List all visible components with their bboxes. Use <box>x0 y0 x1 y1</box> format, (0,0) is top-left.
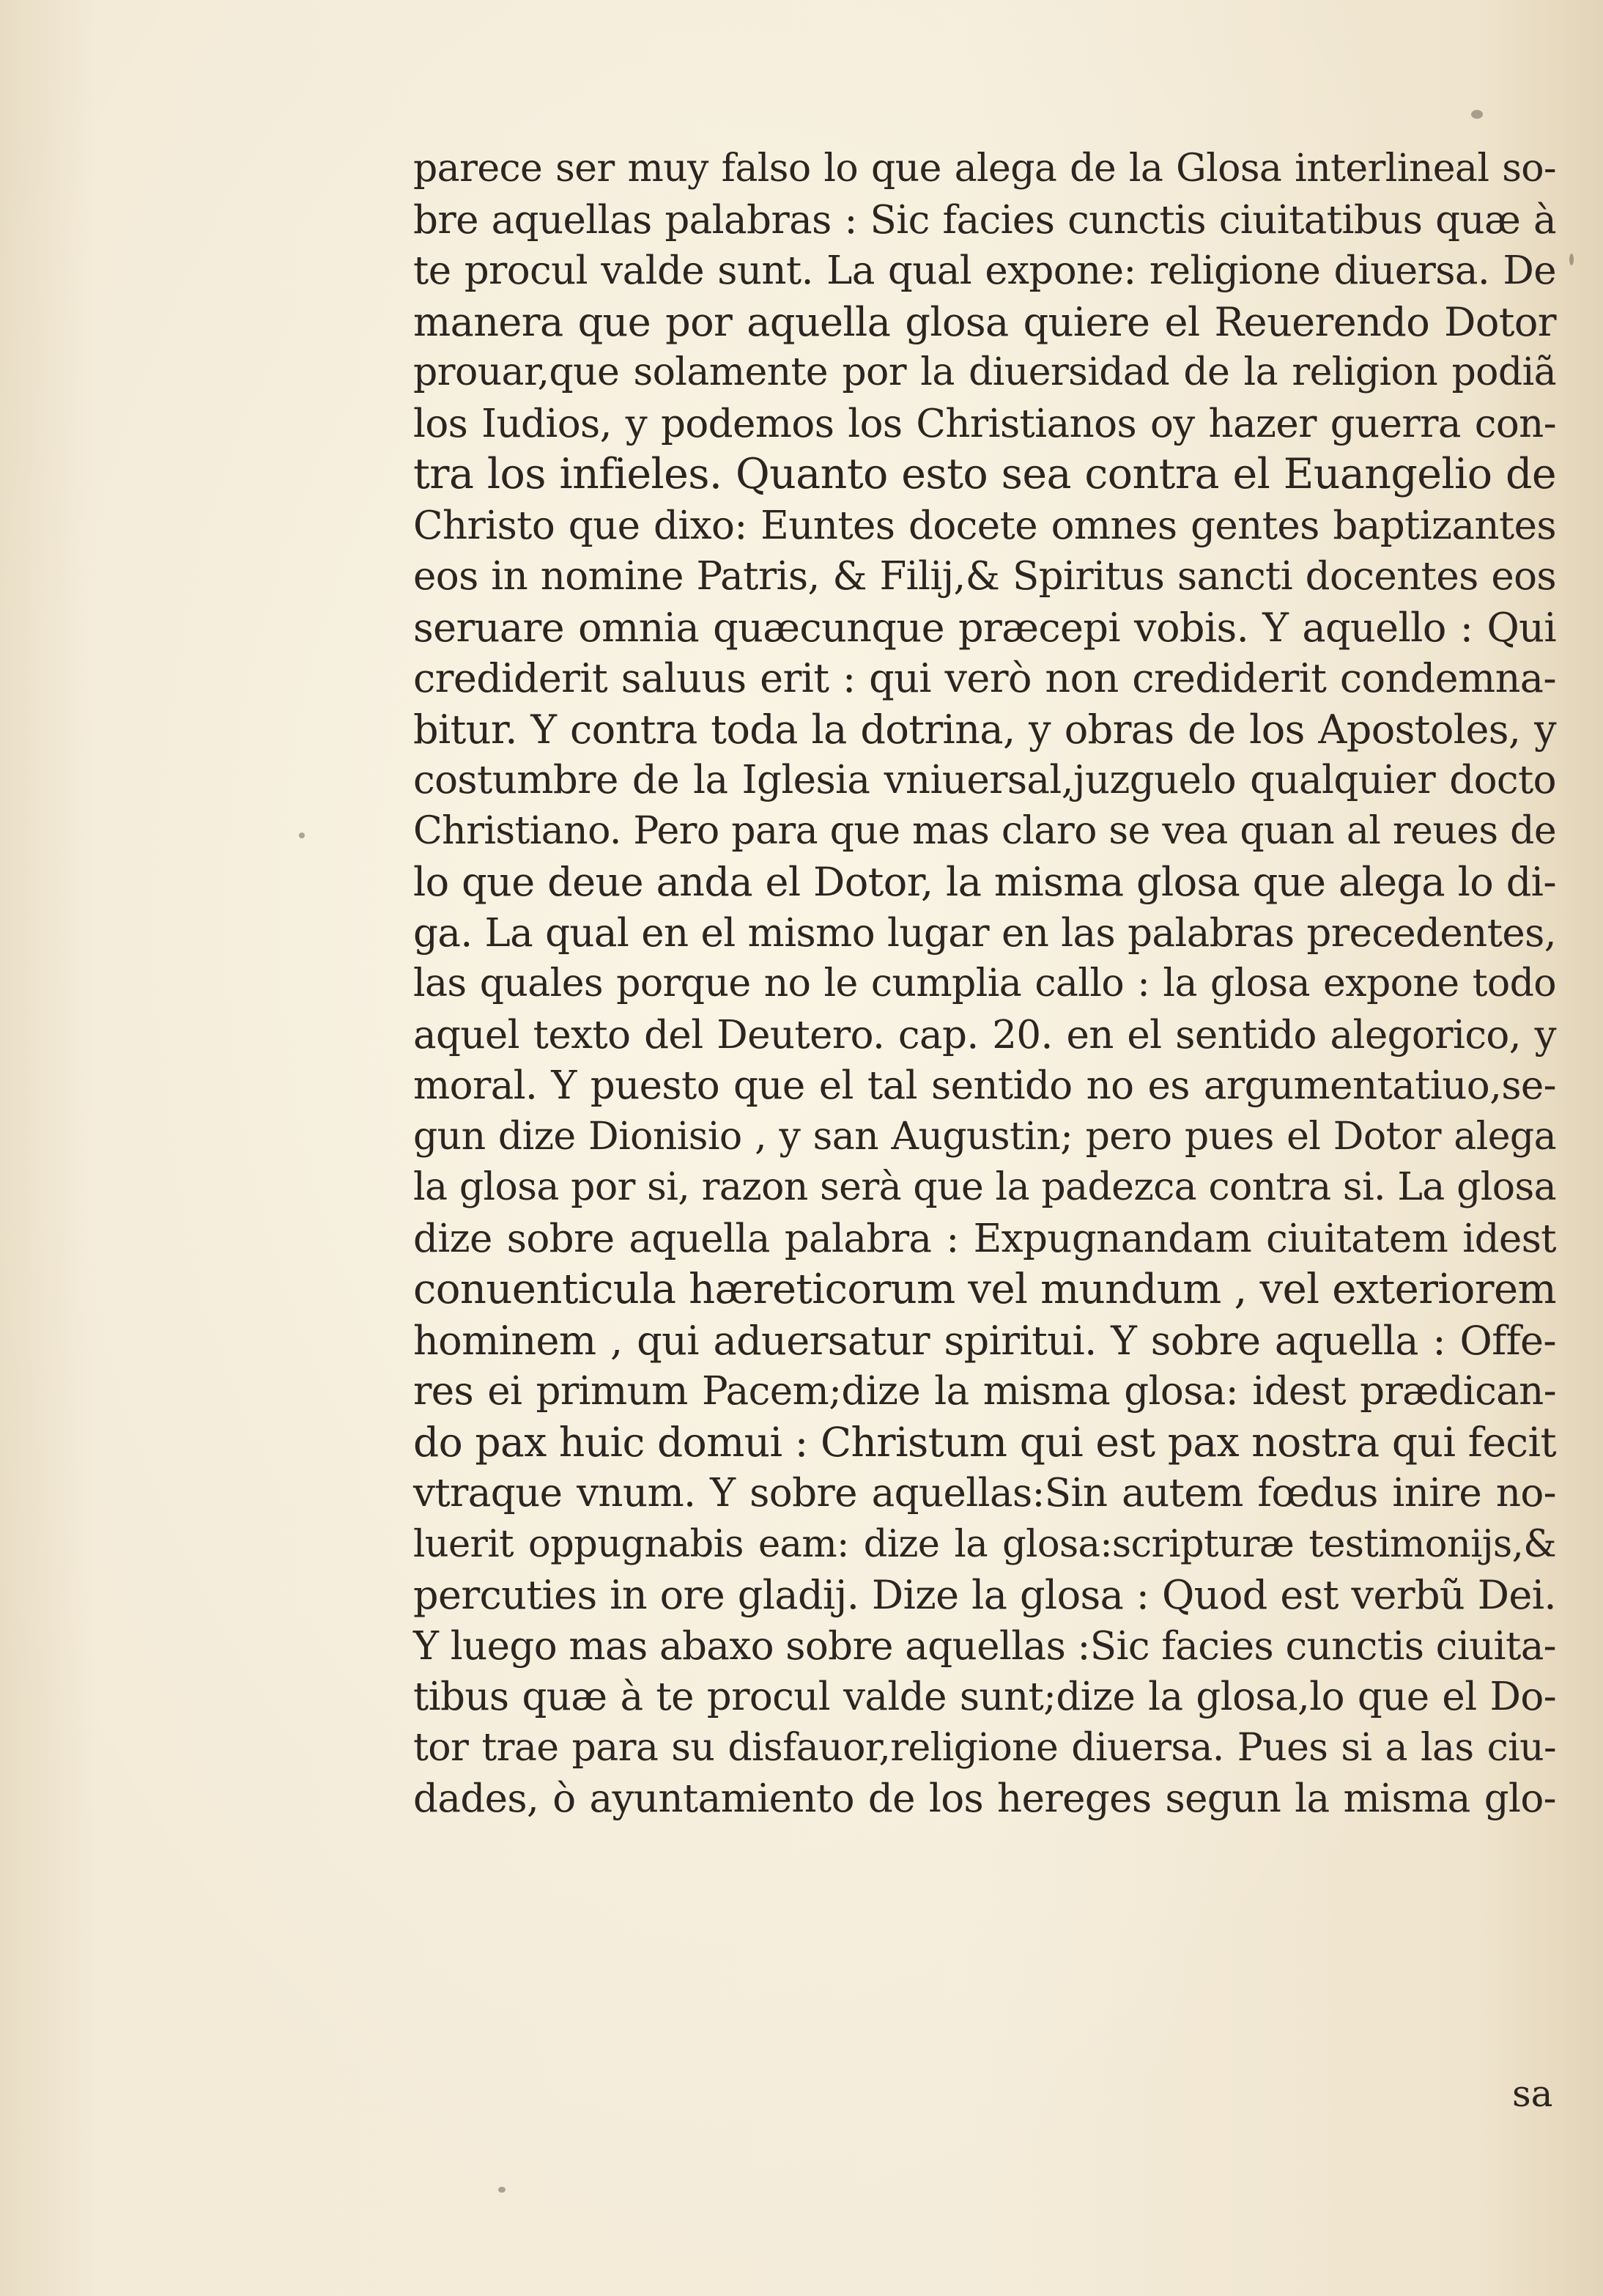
text-line: ga. La qual en el mismo lugar en las palabras precedentes, <box>413 910 1556 956</box>
text-line: Christiano. Pero para que mas claro se vea quan al reues de <box>413 808 1556 853</box>
text-line: eos in nomine Patris, & Filij,& Spiritus sancti docentes eos <box>413 554 1556 599</box>
catchword: sa <box>1512 2072 1553 2115</box>
text-line: la glosa por si, razon serà que la padezca contra si. La glosa <box>413 1165 1556 1209</box>
text-line: bitur. Y contra toda la dotrina, y obras de los Apostoles, y <box>413 706 1556 753</box>
text-line: costumbre de la Iglesia vniuersal,juzguelo qualquier docto <box>413 758 1556 802</box>
ink-speck <box>498 2187 506 2193</box>
text-line: conuenticula hæreticorum vel mundum , vel exteriorem <box>413 1266 1556 1313</box>
text-line: parece ser muy falso lo que alega de la Glosa interlineal so- <box>413 147 1556 191</box>
text-line: moral. Y puesto que el tal sentido no es argumentatiuo,se- <box>413 1063 1556 1108</box>
text-line: hominem , qui aduersatur spiritui. Y sobre aquella : Offe- <box>413 1317 1556 1364</box>
text-line: manera que por aquella glosa quiere el Reuerendo Dotor <box>413 298 1556 345</box>
body-text <box>413 144 1556 1825</box>
text-line: vtraque vnum. Y sobre aquellas:Sin autem fœdus inire no- <box>413 1471 1556 1516</box>
text-line: res ei primum Pacem;dize la misma glosa: idest prædican- <box>413 1369 1556 1414</box>
text-line: tra los infieles. Quanto esto sea contra el Euangelio de <box>413 450 1556 498</box>
text-line: prouar,que solamente por la diuersidad de la religion podiã <box>413 350 1556 394</box>
text-line: Christo que dixo: Euntes docete omnes gentes baptizantes <box>413 503 1556 548</box>
ink-speck <box>299 833 305 838</box>
text-line: crediderit saluus erit : qui verò non crediderit condemna- <box>413 655 1556 701</box>
text-line: seruare omnia quæcunque præcepi vobis. Y aquello : Qui <box>413 604 1556 651</box>
text-line: percuties in ore gladij. Dize la glosa : Quod est verbũ Dei. <box>413 1572 1556 1618</box>
text-line: lo que deue anda el Dotor, la misma glosa que alega lo di- <box>413 859 1556 905</box>
text-line: te procul valde sunt. La qual expone: religione diuersa. De <box>413 248 1556 293</box>
text-line: do pax huic domui : Christum qui est pax nostra qui fecit <box>413 1418 1556 1466</box>
text-line: luerit oppugnabis eam: dize la glosa:scripturæ testimonijs,& <box>413 1522 1556 1566</box>
ink-speck <box>1471 110 1483 119</box>
text-line: Y luego mas abaxo sobre aquellas :Sic facies cunctis ciuita- <box>413 1623 1556 1669</box>
text-line: las quales porque no le cumplia callo : la glosa expone todo <box>413 961 1556 1005</box>
text-line: dize sobre aquella palabra : Expugnandam ciuitatem idest <box>413 1216 1556 1261</box>
text-line: dades, ò ayuntamiento de los hereges segun la misma glo- <box>413 1776 1556 1821</box>
ink-speck <box>1569 254 1574 265</box>
text-line: los Iudios, y podemos los Christianos oy hazer guerra con- <box>413 401 1556 446</box>
text-line: tor trae para su disfauor,religione diuersa. Pues si a las ciu- <box>413 1725 1556 1770</box>
text-line: aquel texto del Deutero. cap. 20. en el sentido alegorico, y <box>413 1012 1556 1057</box>
text-line: tibus quæ à te procul valde sunt;dize la glosa,lo que el Do- <box>413 1675 1556 1719</box>
text-line: gun dize Dionisio , y san Augustin; pero pues el Dotor alega <box>413 1114 1556 1159</box>
text-line: bre aquellas palabras : Sic facies cunctis ciuitatibus quæ à <box>413 197 1556 243</box>
